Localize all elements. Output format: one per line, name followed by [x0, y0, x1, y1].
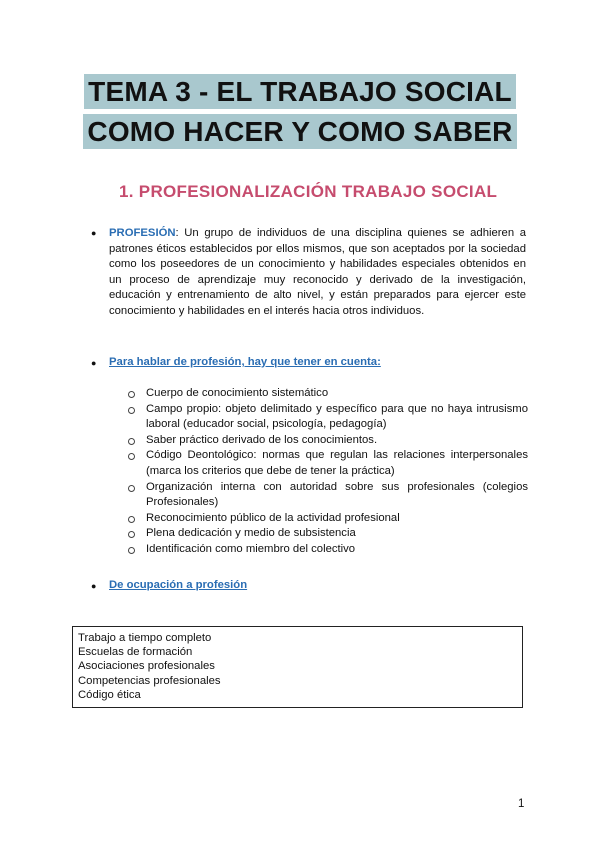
- list-item: Código Deontológico: normas que regulan las relaciones interpersonales (marca los criterios que debe de tener la práctica): [128, 448, 528, 479]
- bullet-icon: ●: [91, 581, 97, 591]
- list-item: Campo propio: objeto delimitado y específico para que no haya intrusismo laboral (educador social, psicología, pedagogía): [128, 402, 528, 433]
- title-line-1: TEMA 3 - EL TRABAJO SOCIAL: [84, 74, 516, 109]
- list-item: Plena dedicación y medio de subsistencia: [128, 526, 528, 542]
- box-item: Trabajo a tiempo completo: [78, 632, 212, 644]
- document-title: [0, 74, 600, 149]
- list-item: Reconocimiento público de la actividad profesional: [128, 511, 528, 527]
- box-item: Asociaciones profesionales: [78, 660, 215, 673]
- box-item: Competencias profesionales: [78, 674, 221, 687]
- box-item: Escuelas de formación: [78, 646, 193, 659]
- page-number: 1: [518, 798, 525, 810]
- ocupacion-heading[interactable]: De ocupación a profesión: [109, 579, 248, 591]
- profesion-criteria-list: [128, 386, 528, 558]
- list-item: Saber práctico derivado de los conocimientos.: [128, 433, 528, 449]
- profesion-definition: [109, 226, 526, 320]
- bullet-icon: ●: [91, 228, 97, 238]
- ocupacion-box: [72, 626, 523, 708]
- profesion-text: : Un grupo de individuos de una disciplina quienes se adhieren a patrones éticos establecidos por ellos mismos, que son aceptados por la sociedad como los poseedores de un conocimiento y habilidades especiales obtenidos en un proceso de aprendizaje muy reconocido y derivado de la investigación, educación y entrenamiento de alto nivel, y están preparados para ejercer este conocimiento y habilidades en el interés hacia otros individuos.: [109, 227, 526, 317]
- list-item: Organización interna con autoridad sobre sus profesionales (colegios Profesionales): [128, 480, 528, 511]
- title-line-2: COMO HACER Y COMO SABER: [83, 114, 516, 149]
- para-hablar-heading[interactable]: Para hablar de profesión, hay que tener en cuenta:: [109, 356, 381, 368]
- bullet-icon: ●: [91, 358, 97, 368]
- list-item: Cuerpo de conocimiento sistemático: [128, 386, 528, 402]
- profesion-lead: PROFESIÓN: [109, 227, 176, 239]
- list-item: Identificación como miembro del colectivo: [128, 542, 528, 558]
- box-item: Código ética: [78, 688, 141, 701]
- section-heading: 1. PROFESIONALIZACIÓN TRABAJO SOCIAL: [119, 182, 498, 201]
